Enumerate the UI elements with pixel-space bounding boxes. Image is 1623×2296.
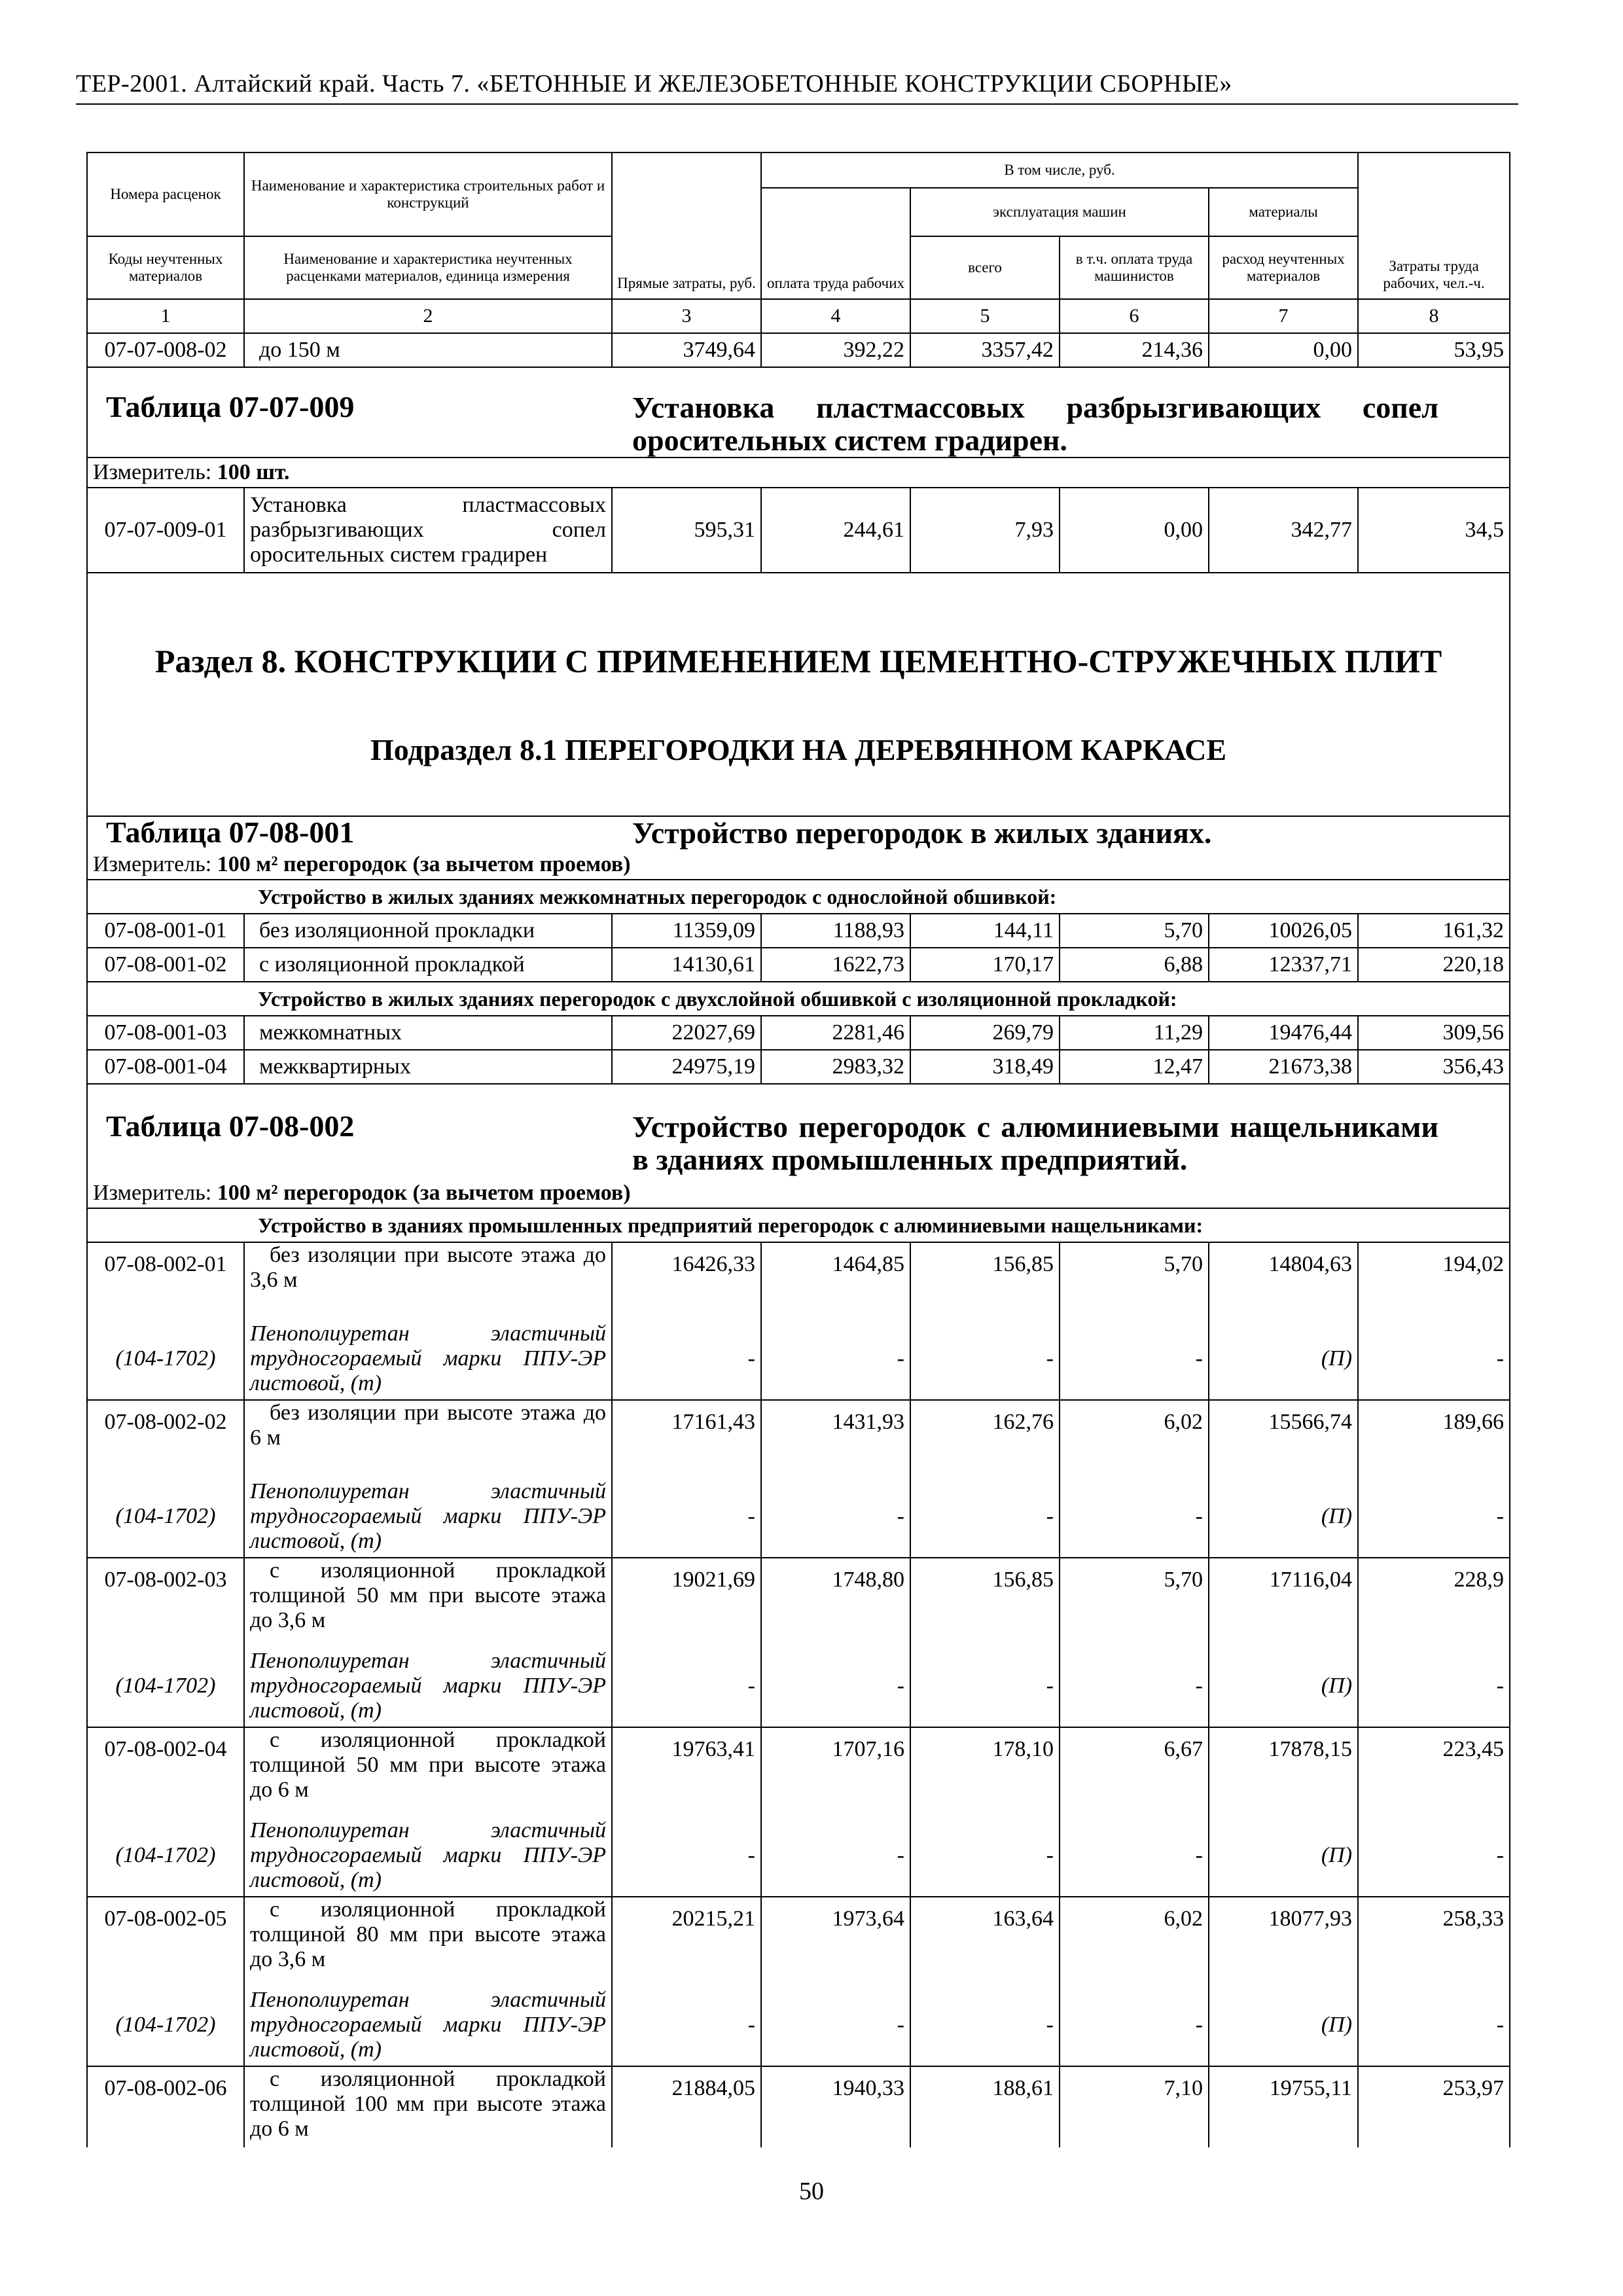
material-value: (П) bbox=[1209, 1318, 1358, 1400]
rate-value: 12337,71 bbox=[1209, 948, 1358, 982]
rate-value: 11359,09 bbox=[612, 914, 761, 948]
rate-value: 1973,64 bbox=[761, 1897, 910, 1984]
rate-value: 0,00 bbox=[1060, 488, 1209, 573]
material-value: - bbox=[761, 1984, 910, 2066]
material-value: - bbox=[1060, 1318, 1209, 1400]
rate-name: с изоляционной прокладкой толщиной 50 мм при высоте этажа до 3,6 м bbox=[244, 1558, 612, 1645]
table-measure bbox=[87, 1178, 1510, 1208]
running-header: ТЕР-2001. Алтайский край. Часть 7. «БЕТОННЫЕ И ЖЕЛЕЗОБЕТОННЫЕ КОНСТРУКЦИИ СБОРНЫЕ» bbox=[76, 69, 1518, 105]
table-name: Установка пластмассовых разбрызгивающих сопел оросительных систем градирен. bbox=[632, 391, 1439, 457]
material-value: - bbox=[910, 1476, 1060, 1558]
table-title bbox=[93, 391, 1504, 457]
rate-value: 11,29 bbox=[1060, 1016, 1209, 1050]
rate-code: 07-08-002-05 bbox=[87, 1897, 244, 1984]
rate-value: 21673,38 bbox=[1209, 1050, 1358, 1084]
col-number: 5 bbox=[910, 299, 1060, 333]
rate-value: 188,61 bbox=[910, 2066, 1060, 2147]
group-heading: Устройство в жилых зданиях перегородок с двухслойной обшивкой с изоляционной прокладкой: bbox=[87, 982, 1510, 1016]
rate-value: 5,70 bbox=[1060, 1242, 1209, 1318]
material-value: - bbox=[1060, 1645, 1209, 1727]
rate-value: 258,33 bbox=[1358, 1897, 1510, 1984]
material-name: Пенополиуретан эластичный трудносгораемый марки ППУ-ЭР листовой, (т) bbox=[244, 1815, 612, 1897]
col-incl: В том числе, руб. bbox=[761, 152, 1358, 188]
rate-value: 53,95 bbox=[1358, 333, 1510, 367]
rate-value: 194,02 bbox=[1358, 1242, 1510, 1318]
rate-name: с изоляционной прокладкой толщиной 100 мм при высоте этажа до 6 м bbox=[244, 2066, 612, 2147]
material-value: - bbox=[612, 1476, 761, 1558]
rate-code: 07-08-002-02 bbox=[87, 1400, 244, 1476]
rate-value: 2281,46 bbox=[761, 1016, 910, 1050]
material-value: - bbox=[1358, 1815, 1510, 1897]
rate-value: 223,45 bbox=[1358, 1727, 1510, 1815]
table-row bbox=[87, 1897, 1510, 1984]
material-name: Пенополиуретан эластичный трудносгораемый марки ППУ-ЭР листовой, (т) bbox=[244, 1984, 612, 2066]
rate-name: межкомнатных bbox=[244, 1016, 612, 1050]
rate-value: 22027,69 bbox=[612, 1016, 761, 1050]
col-rate-numbers: Номера расценок bbox=[87, 152, 244, 236]
rate-value: 189,66 bbox=[1358, 1400, 1510, 1476]
table-row bbox=[87, 914, 1510, 948]
rate-value: 1940,33 bbox=[761, 2066, 910, 2147]
rate-value: 19763,41 bbox=[612, 1727, 761, 1815]
measure-label: Измеритель: bbox=[93, 1180, 217, 1205]
table-measure bbox=[87, 457, 1510, 488]
material-value: - bbox=[1060, 1476, 1209, 1558]
table-title bbox=[93, 817, 1504, 850]
table-row bbox=[87, 1016, 1510, 1050]
rate-value: 5,70 bbox=[1060, 1558, 1209, 1645]
rate-value: 156,85 bbox=[910, 1242, 1060, 1318]
material-value: (П) bbox=[1209, 1645, 1358, 1727]
rate-value: 10026,05 bbox=[1209, 914, 1358, 948]
material-name: Пенополиуретан эластичный трудносгораемый марки ППУ-ЭР листовой, (т) bbox=[244, 1645, 612, 1727]
rate-value: 17116,04 bbox=[1209, 1558, 1358, 1645]
rate-code: 07-08-002-03 bbox=[87, 1558, 244, 1645]
rate-value: 6,02 bbox=[1060, 1400, 1209, 1476]
rate-value: 595,31 bbox=[612, 488, 761, 573]
material-value: - bbox=[761, 1645, 910, 1727]
rate-value: 1622,73 bbox=[761, 948, 910, 982]
material-code: (104-1702) bbox=[87, 1476, 244, 1558]
material-value: - bbox=[910, 1318, 1060, 1400]
rate-code: 07-08-001-01 bbox=[87, 914, 244, 948]
rate-value: 12,47 bbox=[1060, 1050, 1209, 1084]
col-number: 1 bbox=[87, 299, 244, 333]
col-total: всего bbox=[910, 236, 1060, 299]
rate-value: 1748,80 bbox=[761, 1558, 910, 1645]
rate-name: межквартирных bbox=[244, 1050, 612, 1084]
rate-value: 19476,44 bbox=[1209, 1016, 1358, 1050]
group-heading: Устройство в зданиях промышленных предприятий перегородок с алюминиевыми нащельниками: bbox=[87, 1208, 1510, 1242]
measure-value: 100 м² перегородок (за вычетом проемов) bbox=[217, 852, 631, 876]
measure-value: 100 шт. bbox=[217, 460, 290, 484]
col-incl-machinists: в т.ч. оплата труда машинистов bbox=[1060, 236, 1209, 299]
rate-value: 228,9 bbox=[1358, 1558, 1510, 1645]
rate-value: 356,43 bbox=[1358, 1050, 1510, 1084]
col-number: 4 bbox=[761, 299, 910, 333]
unaccounted-material-row bbox=[87, 1645, 1510, 1727]
material-value: - bbox=[1060, 1815, 1209, 1897]
rate-value: 392,22 bbox=[761, 333, 910, 367]
rate-value: 170,17 bbox=[910, 948, 1060, 982]
col-number: 6 bbox=[1060, 299, 1209, 333]
rate-value: 342,77 bbox=[1209, 488, 1358, 573]
table-row bbox=[87, 488, 1510, 573]
material-value: - bbox=[1358, 1318, 1510, 1400]
table-row bbox=[87, 1400, 1510, 1476]
rate-value: 19021,69 bbox=[612, 1558, 761, 1645]
page-number: 50 bbox=[799, 2178, 824, 2205]
material-value: - bbox=[1358, 1476, 1510, 1558]
rate-name: без изоляции при высоте этажа до 3,6 м bbox=[244, 1242, 612, 1318]
material-value: - bbox=[612, 1815, 761, 1897]
rate-value: 6,02 bbox=[1060, 1897, 1209, 1984]
rate-code: 07-08-002-04 bbox=[87, 1727, 244, 1815]
material-value: - bbox=[612, 1318, 761, 1400]
table-row bbox=[87, 1727, 1510, 1815]
unaccounted-material-row bbox=[87, 1318, 1510, 1400]
table-measure bbox=[87, 850, 1510, 880]
col-number: 7 bbox=[1209, 299, 1358, 333]
material-code: (104-1702) bbox=[87, 1984, 244, 2066]
rate-value: 3357,42 bbox=[910, 333, 1060, 367]
rate-code: 07-08-001-03 bbox=[87, 1016, 244, 1050]
rate-value: 156,85 bbox=[910, 1558, 1060, 1645]
material-value: - bbox=[1060, 1984, 1209, 2066]
table-row bbox=[87, 948, 1510, 982]
rate-value: 15566,74 bbox=[1209, 1400, 1358, 1476]
col-work-name: Наименование и характеристика строительных работ и конструкций bbox=[244, 152, 612, 236]
rate-value: 17161,43 bbox=[612, 1400, 761, 1476]
material-value: - bbox=[910, 1815, 1060, 1897]
table-row bbox=[87, 2066, 1510, 2147]
material-name: Пенополиуретан эластичный трудносгораемый марки ППУ-ЭР листовой, (т) bbox=[244, 1318, 612, 1400]
table-row bbox=[87, 1050, 1510, 1084]
unaccounted-material-row bbox=[87, 1476, 1510, 1558]
material-value: - bbox=[612, 1984, 761, 2066]
col-number: 2 bbox=[244, 299, 612, 333]
col-materials: материалы bbox=[1209, 188, 1358, 236]
rates-table bbox=[86, 152, 1510, 2147]
material-value: - bbox=[910, 1984, 1060, 2066]
subsection-title: Подраздел 8.1 ПЕРЕГОРОДКИ НА ДЕРЕВЯННОМ КАРКАСЕ bbox=[370, 733, 1227, 766]
measure-value: 100 м² перегородок (за вычетом проемов) bbox=[217, 1180, 631, 1205]
rate-code: 07-08-002-06 bbox=[87, 2066, 244, 2147]
material-value: (П) bbox=[1209, 1984, 1358, 2066]
col-unaccounted-name: Наименование и характеристика неучтенных расценками материалов, единица измерения bbox=[244, 236, 612, 299]
table-name: Устройство перегородок в жилых зданиях. bbox=[632, 816, 1212, 850]
rate-value: 161,32 bbox=[1358, 914, 1510, 948]
rate-value: 214,36 bbox=[1060, 333, 1209, 367]
rate-value: 17878,15 bbox=[1209, 1727, 1358, 1815]
rate-value: 14804,63 bbox=[1209, 1242, 1358, 1318]
material-value: (П) bbox=[1209, 1815, 1358, 1897]
rate-value: 34,5 bbox=[1358, 488, 1510, 573]
rate-value: 244,61 bbox=[761, 488, 910, 573]
rate-code: 07-08-001-04 bbox=[87, 1050, 244, 1084]
rate-value: 19755,11 bbox=[1209, 2066, 1358, 2147]
group-heading: Устройство в жилых зданиях межкомнатных перегородок с однослойной обшивкой: bbox=[87, 880, 1510, 914]
material-value: - bbox=[612, 1645, 761, 1727]
material-value: - bbox=[910, 1645, 1060, 1727]
col-number: 3 bbox=[612, 299, 761, 333]
rate-value: 7,93 bbox=[910, 488, 1060, 573]
rate-name: с изоляционной прокладкой bbox=[244, 948, 612, 982]
col-unaccounted-codes: Коды неучтенных материалов bbox=[87, 236, 244, 299]
rate-value: 1188,93 bbox=[761, 914, 910, 948]
material-value: - bbox=[1358, 1984, 1510, 2066]
rate-code: 07-08-001-02 bbox=[87, 948, 244, 982]
rate-value: 21884,05 bbox=[612, 2066, 761, 2147]
table-row bbox=[87, 333, 1510, 367]
table-number: Таблица 07-08-002 bbox=[106, 1109, 355, 1143]
rate-value: 1707,16 bbox=[761, 1727, 910, 1815]
table-name: Устройство перегородок с алюминиевыми нащельниками в зданиях промышленных предприятий. bbox=[632, 1110, 1439, 1176]
rate-code: 07-07-008-02 bbox=[87, 333, 244, 367]
rate-value: 18077,93 bbox=[1209, 1897, 1358, 1984]
material-value: (П) bbox=[1209, 1476, 1358, 1558]
rate-name: с изоляционной прокладкой толщиной 80 мм при высоте этажа до 3,6 м bbox=[244, 1897, 612, 1984]
material-code: (104-1702) bbox=[87, 1645, 244, 1727]
rate-value: 0,00 bbox=[1209, 333, 1358, 367]
rate-value: 318,49 bbox=[910, 1050, 1060, 1084]
table-number: Таблица 07-07-009 bbox=[106, 390, 355, 423]
section-title: Раздел 8. КОНСТРУКЦИИ С ПРИМЕНЕНИЕМ ЦЕМЕНТНО-СТРУЖЕЧНЫХ ПЛИТ bbox=[154, 643, 1442, 679]
material-value: - bbox=[1358, 1645, 1510, 1727]
rate-value: 24975,19 bbox=[612, 1050, 761, 1084]
col-labor-hours: Затраты труда рабочих, чел.-ч. bbox=[1358, 152, 1510, 299]
rate-value: 6,67 bbox=[1060, 1727, 1209, 1815]
rate-value: 6,88 bbox=[1060, 948, 1209, 982]
rate-value: 20215,21 bbox=[612, 1897, 761, 1984]
unaccounted-material-row bbox=[87, 1984, 1510, 2066]
rate-value: 3749,64 bbox=[612, 333, 761, 367]
rate-value: 1464,85 bbox=[761, 1242, 910, 1318]
rate-value: 309,56 bbox=[1358, 1016, 1510, 1050]
rate-name: Установка пластмассовых разбрызгивающих сопел оросительных систем градирен bbox=[244, 488, 612, 573]
col-labor-pay: оплата труда рабочих bbox=[761, 188, 910, 299]
rate-value: 162,76 bbox=[910, 1400, 1060, 1476]
rate-name: до 150 м bbox=[244, 333, 612, 367]
rate-value: 253,97 bbox=[1358, 2066, 1510, 2147]
rate-code: 07-07-009-01 bbox=[87, 488, 244, 573]
rate-code: 07-08-002-01 bbox=[87, 1242, 244, 1318]
material-name: Пенополиуретан эластичный трудносгораемый марки ППУ-ЭР листовой, (т) bbox=[244, 1476, 612, 1558]
col-direct-costs: Прямые затраты, руб. bbox=[612, 152, 761, 299]
rate-value: 5,70 bbox=[1060, 914, 1209, 948]
measure-label: Измеритель: bbox=[93, 852, 217, 876]
rate-name: без изоляции при высоте этажа до 6 м bbox=[244, 1400, 612, 1476]
rate-value: 7,10 bbox=[1060, 2066, 1209, 2147]
material-value: - bbox=[761, 1476, 910, 1558]
material-code: (104-1702) bbox=[87, 1815, 244, 1897]
table-title bbox=[93, 1111, 1504, 1176]
rate-value: 1431,93 bbox=[761, 1400, 910, 1476]
measure-label: Измеритель: bbox=[93, 460, 217, 484]
table-number: Таблица 07-08-001 bbox=[106, 816, 355, 849]
rate-name: с изоляционной прокладкой толщиной 50 мм при высоте этажа до 6 м bbox=[244, 1727, 612, 1815]
rate-name: без изоляционной прокладки bbox=[244, 914, 612, 948]
table-row bbox=[87, 1242, 1510, 1318]
rate-value: 220,18 bbox=[1358, 948, 1510, 982]
col-machines: эксплуатация машин bbox=[910, 188, 1209, 236]
rate-value: 2983,32 bbox=[761, 1050, 910, 1084]
unaccounted-material-row bbox=[87, 1815, 1510, 1897]
rate-value: 144,11 bbox=[910, 914, 1060, 948]
material-value: - bbox=[761, 1815, 910, 1897]
material-value: - bbox=[761, 1318, 910, 1400]
table-row bbox=[87, 1558, 1510, 1645]
rate-value: 178,10 bbox=[910, 1727, 1060, 1815]
material-code: (104-1702) bbox=[87, 1318, 244, 1400]
col-number: 8 bbox=[1358, 299, 1510, 333]
rate-value: 163,64 bbox=[910, 1897, 1060, 1984]
rate-value: 269,79 bbox=[910, 1016, 1060, 1050]
col-unaccounted-materials: расход неучтенных материалов bbox=[1209, 236, 1358, 299]
rate-value: 16426,33 bbox=[612, 1242, 761, 1318]
rate-value: 14130,61 bbox=[612, 948, 761, 982]
